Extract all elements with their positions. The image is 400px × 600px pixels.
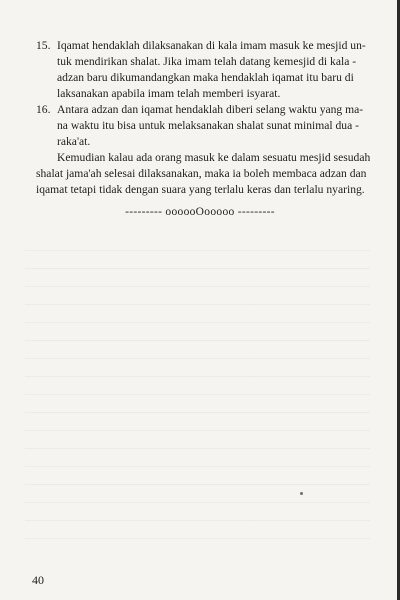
item-line: Antara adzan dan iqamat hendaklah diberi selang waktu yang ma- (57, 103, 364, 116)
paragraph-line: iqamat tetapi tidak dengan suara yang terlalu keras dan terlalu nyaring. (36, 183, 365, 196)
paragraph-line: shalat jama'ah selesai dilaksanakan, maka ia boleh membaca adzan dan (36, 167, 367, 180)
show-through-text (25, 250, 370, 550)
item-line: na waktu itu bisa untuk melaksanakan shalat sunat minimal dua - (57, 119, 360, 132)
item-line: raka'at. (57, 135, 91, 148)
item-line: laksanakan apabila imam telah memberi isyarat. (57, 87, 281, 100)
item-line: adzan baru dikumandangkan maka hendaklah iqamat itu baru di (57, 71, 354, 84)
section-divider: --------- oooooOooooo --------- (125, 206, 275, 218)
item-number: 15. (36, 39, 51, 52)
item-line: Iqamat hendaklah dilaksanakan di kala imam masuk ke mesjid un- (57, 39, 366, 52)
paragraph-line: Kemudian kalau ada orang masuk ke dalam sesuatu mesjid sesudah (57, 151, 371, 164)
item-number: 16. (36, 103, 51, 116)
item-line: tuk mendirikan shalat. Jika imam telah datang kemesjid di kala - (57, 55, 357, 68)
page-number: 40 (32, 573, 44, 587)
ink-speck (300, 492, 303, 495)
